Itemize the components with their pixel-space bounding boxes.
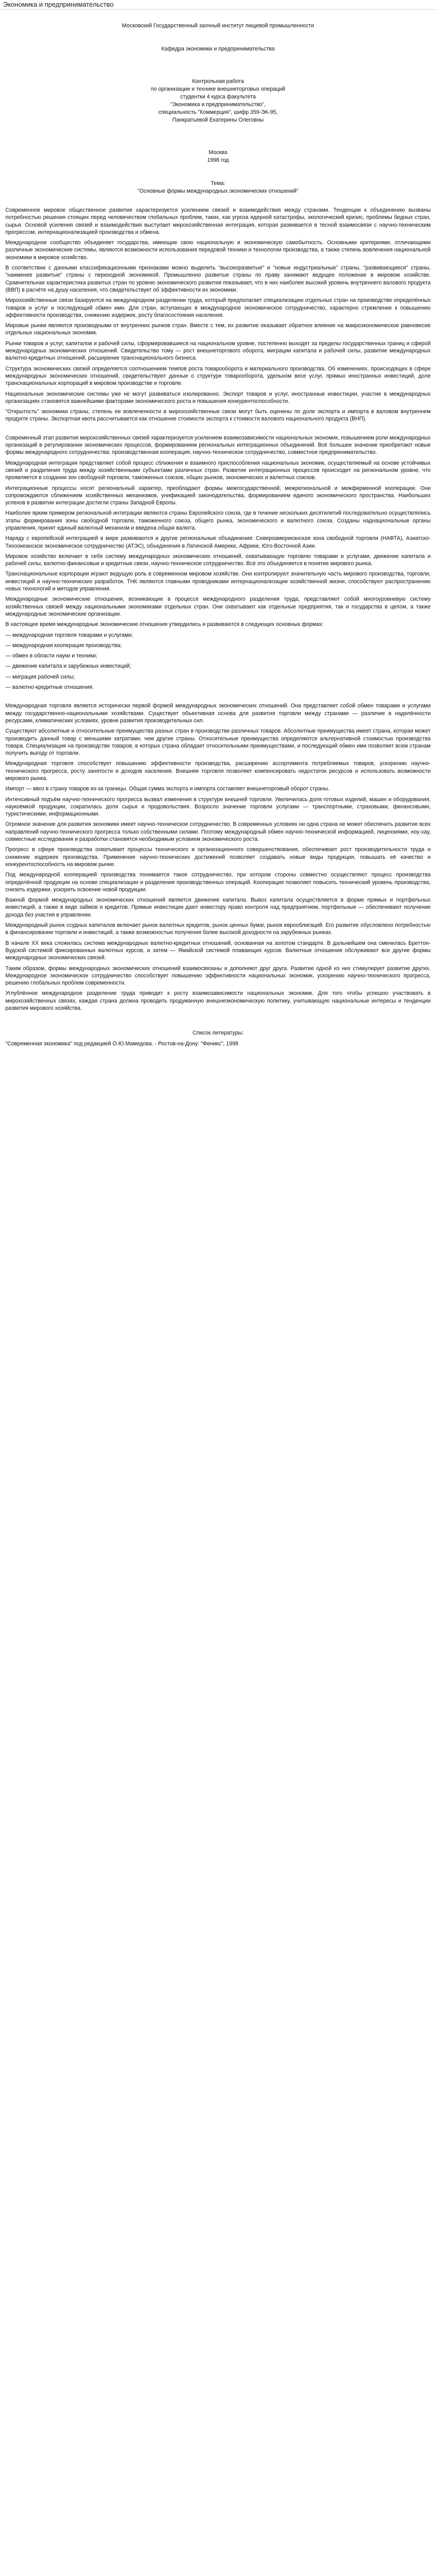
paragraph: Международное сообщество объединяет государства, имеющие свою национальную и экономическую самобытность. Основными критериями, отличающими различные экономические системы, являются возможности использования передовой техники и технологии производства, а также степень вовлечения национальной экономики в мировое хозяйство.: [5, 240, 431, 261]
list-item: — международная кооперация производства;: [5, 642, 122, 649]
reference-item: "Современная экономика" под редакцией О.Ю.Мамедова. - Ростов-на-Дону: "Феникс", 1998: [5, 1041, 238, 1047]
list-item: — движение капитала и зарубежных инвестиций;: [5, 663, 131, 670]
paragraph: Мировое хозяйство включает в себя систему международных экономических отношений, охватывающую торговлю товарами и услугами, движение капитала и рабочей силы, валютно-финансовые и кредитные связи, научно-техническое сотрудничество. Всё это объединяется в понятие мирового рынка.: [5, 553, 431, 567]
list-item: — миграция рабочей силы;: [5, 673, 75, 680]
paragraph: Структура экономических связей определяется соотношением темпов роста товарооборота и материального производства. Об изменениях, происходящих в сфере международных экономических отношений, свидетельствуют данные о структуре товарооборота, удельном весе услуг, прямых иностранных инвестиций, доле транснациональных корпораций в мировом производстве и торговле.: [5, 365, 431, 387]
paragraph: Наиболее ярким примером региональной интеграции являются страны Европейского союза, где в течение нескольких десятилетий последовательно осуществлялись этапы формирования зоны свободной торговли, таможенного союза, общего рынка, экономического и валютного союза. Созданы наднациональные органы управления, принят единый валютный механизм и введена общая валюта.: [5, 510, 431, 531]
work-info: [0, 78, 436, 124]
trade-section: [0, 702, 436, 1012]
paragraph: Наряду с европейской интеграцией в мире развиваются и другие региональные объединения: Североамериканская зона свободной торговли (НАФТА), Азиатско-Тихоокеанское экономическое сотрудничество (АТЭС), объединения в Латинской Америке, Африке, Юго-Восточной Азии.: [5, 535, 431, 549]
work-line: студентки 4 курса факультета: [180, 94, 256, 100]
paragraph: Рынки товаров и услуг, капиталов и рабочей силы, сформировавшиеся на национальном уровне, постепенно выходят за пределы государственных границ и сферой международных экономических отношений. Свидетельство тому — рост внешнеторгового оборота, миграции капитала и рабочей силы, развитие международных валютно-кредитных отношений, расширение транснационального бизнеса.: [5, 340, 431, 362]
topic-label: Тема:: [211, 180, 225, 187]
paragraph: В начале XX века сложилась система международных валютно-кредитных отношений, основанная на золотом стандарте. В дальнейшем она сменилась Бреттон-Вудской системой фиксированных валютных курсов, а затем — Ямайской системой плавающих курсов. Валютные отношения обслуживают все другие формы международных экономических связей.: [5, 940, 431, 961]
paragraph: Импорт — ввоз в страну товаров из-за границы. Общая сумма экспорта и импорта составляет внешнеторговый оборот страны.: [5, 786, 330, 792]
paragraph: Интенсивный подъём научно-технического прогресса вызвал изменения в структуре внешней торговли. Увеличилась доля готовых изделий, машин и оборудования, наукоёмкой продукции, сократилась доля сырья и продовольствия. Возросло значение торговли услугами — транспортными, страховыми, финансовыми, туристическими, информационными.: [5, 796, 431, 818]
department-name: Кафедра экономики и предпринимательства: [161, 46, 275, 52]
paragraph: В настоящее время международные экономические отношения утвердились и развиваются в следующих основных формах:: [5, 621, 324, 628]
paragraph: Мировые рынки являются производными от внутренних рынков стран. Вместе с тем, их развитие оказывает обратное влияние на макроэкономическое равновесие отдельных национальных экономик.: [5, 323, 431, 336]
list-item: — обмен в области науки и техники;: [5, 653, 98, 659]
list-item: — валютно-кредитные отношения.: [5, 684, 94, 691]
paragraph: Современное мировое общественное развитие характеризуется усилением связей и взаимодействия между странами. Тенденции к объединению вызваны потребностью решения стоящих перед человечеством глобальных проблем, таких, как угроза ядерной катастрофы, экологический кризис, проблемы бедных стран, сырья. Основой усиления связей и взаимодействия выступает мирохозяйственная интеграция, которая развивается в тесной взаимосвязи с научно-техническим прогрессом, интернационализацией производства и обмена.: [5, 207, 431, 235]
work-line: Панкратьевой Екатерины Олеговны: [172, 117, 264, 123]
topic-title: "Основные формы международных экономических отношений": [137, 188, 299, 194]
references-title: Список литературы:: [192, 1030, 244, 1037]
paragraph: Международные экономические отношения, возникающие в процессе международного разделения труда, представляют собой многоуровневую систему хозяйственных связей между национальными экономиками отдельных стран. Они охватывают как отдельные предприятия, так и государства в целом, а также международные экономические организации.: [5, 596, 431, 617]
paragraph: Углублённое международное разделение труда приводит к росту взаимозависимости национальных экономик. Для того чтобы успешно участвовать в мирохозяйственных связях, каждая страна должна проводить продуманную внешнеэкономическую политику, учитывающую национальные интересы и тенденции развития мирового хозяйства.: [5, 990, 431, 1012]
year: 1998 год: [207, 157, 229, 163]
paragraph: Международная торговля способствует повышению эффективности производства, расширению ассортимента потребляемых товаров, ускорению научно-технического прогресса, росту занятости и доходов населения. Внешняя торговля позволяет компенсировать недостаток ресурсов и использовать возможности мирового рынка.: [5, 760, 431, 782]
paragraph: Интеграционные процессы носят региональный характер, преобладают формы межгосударственной, межрегиональной и межфирменной кооперации. Они сопровождаются сближением хозяйственных механизмов, унификацией законодательства, формированием единого экономического пространства. Наибольших успехов в развитии интеграции достигли страны Западной Европы.: [5, 485, 431, 506]
forms-list: [0, 632, 436, 691]
city: Москва: [208, 149, 228, 156]
paragraph: Международная торговля является исторически первой формой международных экономических отношений. Она представляет собой обмен товарами и услугами между государственно-национальными хозяйствами. Существует объективная основа для развития торговли между странами — различие в наделённости ресурсами, климатических условиях, уровне развития производительных сил.: [5, 703, 431, 724]
university-name: Московский Государственный заочный институт пищевой промышленности: [121, 23, 315, 29]
document-body: [0, 10, 436, 1069]
paragraph: Важной формой международных экономических отношений является движение капитала. Вывоз капитала осуществляется в форме прямых и портфельных инвестиций, а также в виде займов и кредитов. Прямые инвестиции дают инвестору право контроля над предприятием, портфельные — обеспечивают получение дохода без участия в управлении.: [5, 897, 431, 918]
intro-section: [0, 207, 436, 423]
paragraph: Национальные экономические системы уже не могут развиваться изолированно. Экспорт товаров и услуг, иностранные инвестиции, участие в международных организациях становятся важнейшими факторами экономического роста и повышения конкурентоспособности.: [5, 391, 431, 404]
paragraph: Прогресс в сфере производства охватывает процессы технического и организационного совершенствования, обеспечивает рост производительности труда и снижение издержек производства. Применение научно-технических достижений позволяет создавать новые виды продукции, повышать её качество и конкурентоспособность на мировом рынке.: [5, 846, 431, 868]
paragraph: Мирохозяйственные связи базируются на международном разделении труда, который предполагает специализацию отдельных стран на производстве определённых товаров и услуг и последующий обмен ими. Для стран, вступающих в международное экономическое сотрудничество, характерно стремление к повышению эффективности производства, снижению издержек, росту благосостояния населения.: [5, 297, 431, 318]
list-item: — международная торговля товарами и услугами;: [5, 632, 133, 638]
paragraph: Существуют абсолютные и относительные преимущества разных стран в производстве различных товаров. Абсолютные преимущества имеет страна, которая может производить данный товар с меньшими затратами, чем другие страны. Относительные преимущества определяются альтернативной стоимостью производства товара. Специализация на производстве товаров, в которых страна обладает относительными преимуществами, и последующий обмен ими позволяет всем странам получить выгоду от торговли.: [5, 728, 431, 757]
paragraph: Современный этап развития мирохозяйственных связей характеризуется усилением взаимозависимости национальных экономик, повышением роли международных организаций в регулировании экономических процессов, формированием региональных интеграционных объединений. Всё большее значение приобретают новые формы международного сотрудничества: производственная кооперация, научно-техническое сотрудничество, совместное предпринимательство.: [5, 434, 431, 456]
paragraph: Международный рынок ссудных капиталов включает рынок валютных кредитов, рынок ценных бумаг, рынок еврооблигаций. Его развитие обусловлено потребностью в финансировании торговли и инвестиций, а также возможностью получения более высокой доходности на зарубежных рынках.: [5, 922, 431, 936]
paragraph: Таким образом, формы международных экономических отношений взаимосвязаны и дополняют друг друга. Развитие одной из них стимулирует развитие других. Международное экономическое сотрудничество способствует повышению эффективности национальных экономик, ускорению научно-технического прогресса, решению глобальных проблем современности.: [5, 965, 431, 987]
work-line: "Экономика и предпринимательство",: [170, 101, 266, 108]
paragraph: Огромное значение для развития экономики имеет научно-техническое сотрудничество. В современных условиях ни одна страна не может обеспечить развитие всех направлений научно-технического прогресса только собственными силами. Поэтому международный обмен научно-технической информацией, лицензиями, ноу-хау, совместные исследования и разработки становятся необходимым условием экономического роста.: [5, 821, 431, 843]
paragraph: В соответствии с данными классификационными признаками можно выделить "высокоразвитые" и "новые индустриальные" страны, "развивающиеся" страны, "наименее развитые" страны с переходной экономикой. Промышленно развитые страны по праву занимают ведущее положение в мировом хозяйстве. Сравнительная характеристика развитых стран по уровню экономического развития показывает, что в них наиболее высокий уровень внутреннего валового продукта (ВВП) в расчёте на душу населения, что свидетельствует об эффективности их экономики.: [5, 265, 431, 293]
paragraph: Транснациональные корпорации играют ведущую роль в современном мировом хозяйстве. Они контролируют значительную часть мирового производства, торговли, инвестиций и научно-технических разработок. ТНК являются главными проводниками интернационализации хозяйственной жизни, способствуют распространению новых технологий и методов управления.: [5, 571, 431, 592]
work-line: по организации и технике внешнеторговых операций: [150, 86, 286, 92]
work-line: специальность "Коммерция", шифр 359-ЭК-95,: [158, 109, 278, 115]
paragraph: Международная интеграция представляет собой процесс сближения и взаимного приспособления национальных экономик, осуществляемый на основе устойчивых связей и разделения труда между хозяйственными субъектами различных стран. Развитие интеграционных процессов происходит на региональном уровне, что проявляется в создании зон свободной торговли, таможенных союзов, общих рынков, экономических и валютных союзов.: [5, 460, 431, 481]
window-title: Экономика и предпринимательство: [0, 0, 436, 10]
paragraph: "Открытость" экономики страны, степень ее вовлеченности в мирохозяйственные связи могут быть оценены по доле экспорта и импорта в валовом внутреннем продукте страны. Экспортная квота рассчитывается как отношение стоимости экспорта к стоимости валового национального продукта (ВНП).: [5, 409, 431, 422]
paragraph: Под международной кооперацией производства понимается такое сотрудничество, при котором стороны совместно осуществляют процесс производства определённой продукции на основе специализации и разделения производственных операций. Кооперация позволяет повысить технический уровень производства, снизить издержки, ускорить освоение новой продукции.: [5, 872, 431, 893]
work-line: Контрольная работа: [192, 78, 244, 84]
main-section: [0, 434, 436, 629]
